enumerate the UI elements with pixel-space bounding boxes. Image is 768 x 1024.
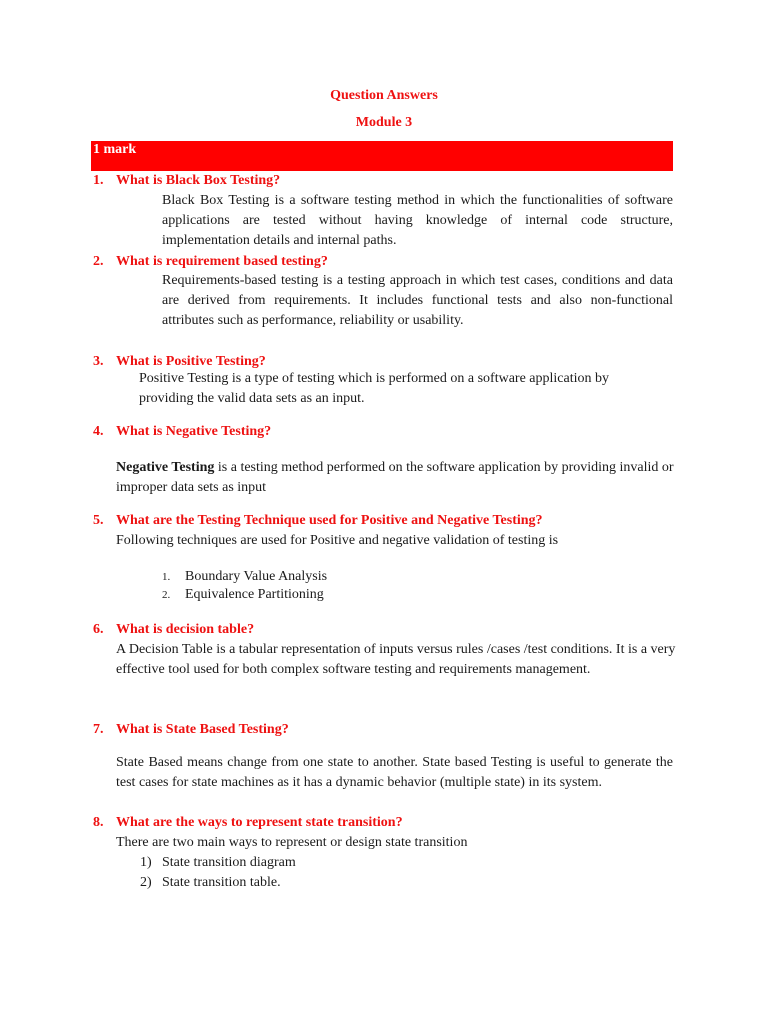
list-text: Equivalence Partitioning <box>185 587 324 602</box>
list-number: 2) <box>140 875 152 890</box>
question-text: What is requirement based testing? <box>116 254 328 269</box>
list-number: 2. <box>162 589 171 601</box>
question-number: 7. <box>93 722 104 737</box>
answer-8: There are two main ways to represent or design state transition <box>116 835 468 850</box>
question-3 <box>93 354 266 370</box>
answer-1: Black Box Testing is a software testing method in which the functionalities of software applications are tested without having knowledge of internal code structure, implementation details and internal paths. <box>162 193 673 248</box>
list-text: Boundary Value Analysis <box>185 569 328 584</box>
list-item <box>162 587 324 603</box>
question-number: 4. <box>93 424 104 439</box>
answer-2: Requirements-based testing is a testing approach in which test cases, conditions and data are derived from requirements. It includes functional tests and also non-functional attributes such as performance, reliability or usability. <box>162 273 673 328</box>
question-text: What are the Testing Technique used for Positive and Negative Testing? <box>116 513 543 528</box>
list-text: State transition diagram <box>162 855 296 870</box>
question-7 <box>93 722 289 738</box>
question-number: 8. <box>93 815 104 830</box>
section-bar-1-mark: 1 mark <box>91 141 673 171</box>
question-text: What is State Based Testing? <box>116 722 289 737</box>
list-number: 1) <box>140 855 152 870</box>
question-text: What is decision table? <box>116 622 255 637</box>
question-number: 1. <box>93 173 104 188</box>
answer-6: A Decision Table is a tabular representation of inputs versus rules /cases /test conditions. It is a very effective tool used for both complex software testing and requirements management. <box>116 642 676 677</box>
answer-text: is a testing method performed on the software application by providing invalid or improper data sets as input <box>116 460 674 495</box>
module-heading: Module 3 <box>355 115 413 130</box>
question-text: What are the ways to represent state transition? <box>116 815 403 830</box>
question-2 <box>93 254 328 270</box>
question-5 <box>93 513 543 529</box>
answer-7: State Based means change from one state to another. State based Testing is useful to generate the test cases for state machines as it has a dynamic behavior (multiple state) in its system. <box>116 755 673 790</box>
question-number: 2. <box>93 254 104 269</box>
bold-term: Negative Testing <box>116 460 215 475</box>
list-number: 1. <box>162 571 171 583</box>
answer-3: Positive Testing is a type of testing which is performed on a software application by providing the valid data sets as an input. <box>139 371 609 406</box>
answer-4 <box>116 458 682 498</box>
question-text: What is Black Box Testing? <box>116 173 281 188</box>
question-6 <box>93 622 254 638</box>
question-text: What is Positive Testing? <box>116 354 266 369</box>
question-8 <box>93 815 403 831</box>
question-number: 5. <box>93 513 104 528</box>
question-number: 6. <box>93 622 104 637</box>
question-4 <box>93 424 271 440</box>
list-item <box>162 569 327 585</box>
question-number: 3. <box>93 354 104 369</box>
document-title: Question Answers <box>330 88 438 103</box>
list-text: State transition table. <box>162 875 281 890</box>
list-item <box>140 875 281 891</box>
answer-5: Following techniques are used for Positive and negative validation of testing is <box>116 533 559 548</box>
list-item <box>140 855 296 871</box>
question-1 <box>93 173 280 189</box>
question-text: What is Negative Testing? <box>116 424 272 439</box>
